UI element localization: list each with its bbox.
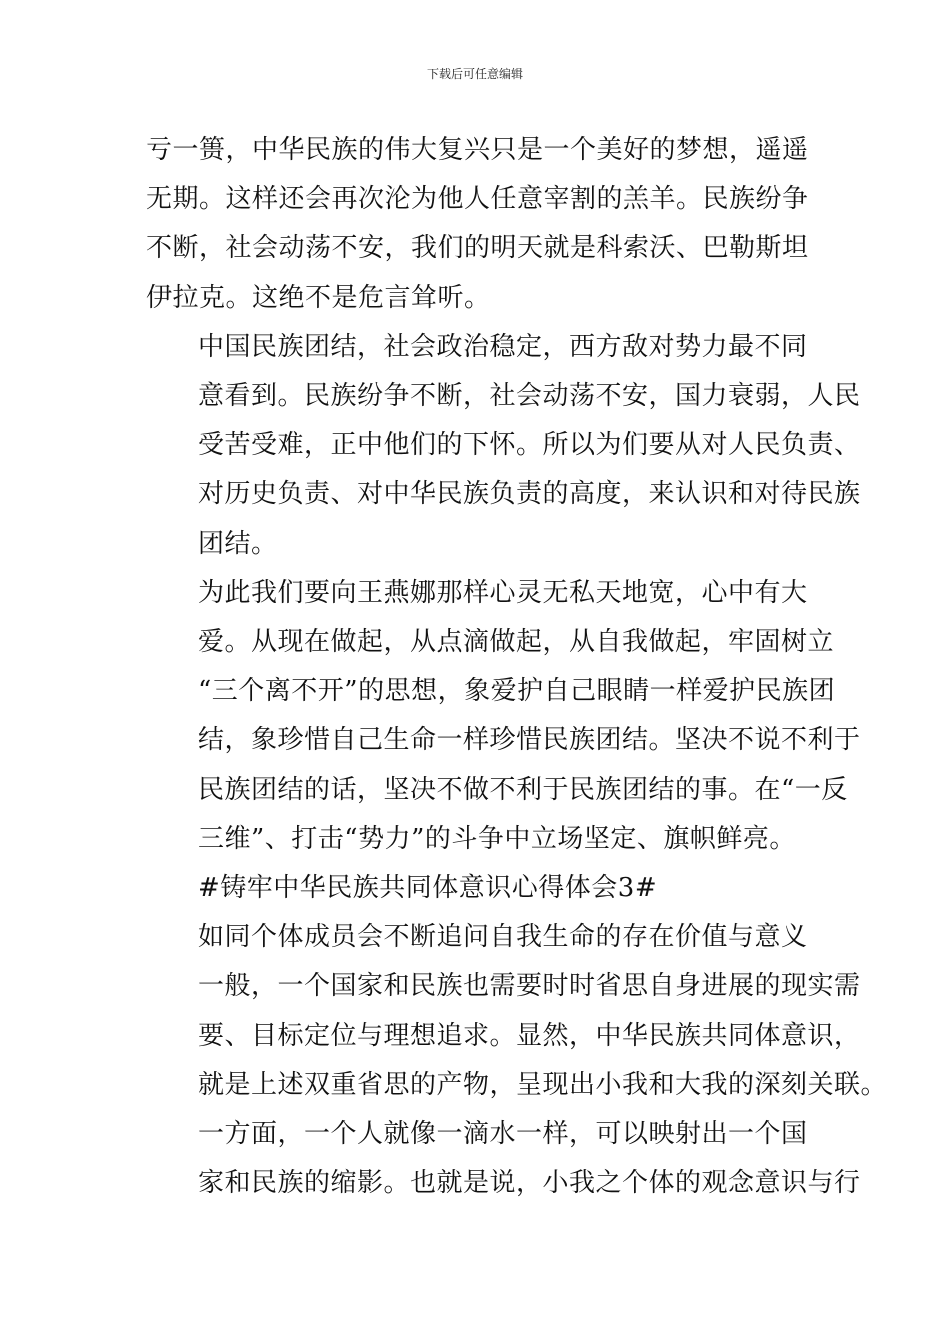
paragraph (146, 323, 861, 569)
paragraph (146, 913, 888, 1110)
text-line: 爱。从现在做起，从点滴做起，从自我做起，牢固树立 (198, 627, 835, 658)
text-line: 一般，一个国家和民族也需要时时省思自身进展的现实需 (198, 971, 861, 1002)
text-line: 要、目标定位与理想追求。显然，中华民族共同体意识， (198, 1020, 861, 1051)
text-line: 受苦受难，正中他们的下怀。所以为们要从对人民负责、 (198, 430, 861, 461)
text-line: 对历史负责、对中华民族负责的高度，来认识和对待民族 (198, 479, 861, 510)
document-body (146, 126, 888, 1208)
text-line: 团结。 (198, 528, 278, 559)
paragraph (146, 1110, 861, 1208)
text-line: 亏一篑，中华民族的伟大复兴只是一个美好的梦想，遥遥 (146, 135, 809, 165)
text-line: 意看到。民族纷争不断，社会动荡不安，国力衰弱，人民 (198, 381, 861, 412)
text-line: 就是上述双重省思的产物，呈现出小我和大我的深刻关联。 (198, 1069, 888, 1100)
text-line: 一方面，一个人就像一滴水一样，可以映射出一个国 (198, 1119, 808, 1150)
section-heading (146, 864, 806, 913)
page-header: 下载后可任意编辑 (426, 67, 523, 81)
text-line: 伊拉克。这绝不是危言耸听。 (146, 282, 491, 313)
text-line: 如同个体成员会不断追问自我生命的存在价值与意义 (198, 922, 808, 953)
text-line: 民族团结的话，坚决不做不利于民族团结的事。在“一反 (198, 774, 848, 805)
text-line: 不断，社会动荡不安，我们的明天就是科索沃、巴勒斯坦 (146, 233, 809, 264)
paragraph (146, 569, 861, 864)
paragraph (146, 126, 809, 323)
text-line: 无期。这样还会再次沦为他人任意宰割的羔羊。民族纷争 (146, 184, 809, 215)
text-line: 结，象珍惜自己生命一样珍惜民族团结。坚决不说不利于 (198, 725, 861, 756)
text-line: 中国民族团结，社会政治稳定，西方敌对势力最不同 (198, 331, 808, 362)
text-line: “三个离不开”的思想，象爱护自己眼睛一样爱护民族团 (198, 676, 836, 707)
text-line: #铸牢中华民族共同体意识心得体会3# (198, 873, 658, 904)
text-line: 家和民族的缩影。也就是说，小我之个体的观念意识与行 (198, 1168, 861, 1199)
text-line: 为此我们要向王燕娜那样心灵无私天地宽，心中有大 (198, 577, 808, 608)
text-line: 三维”、打击“势力”的斗争中立场坚定、旗帜鲜亮。 (198, 823, 796, 854)
